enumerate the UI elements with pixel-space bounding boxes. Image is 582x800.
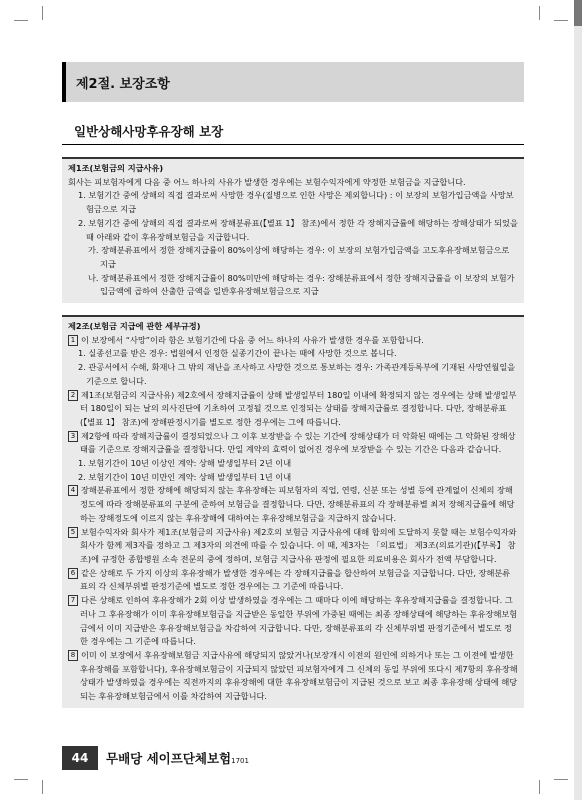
crop-mark bbox=[14, 765, 28, 780]
section-header bbox=[62, 62, 524, 102]
clause-number: 6 bbox=[68, 568, 78, 579]
clause-number: 8 bbox=[68, 650, 78, 661]
crop-mark bbox=[554, 20, 568, 35]
page-edge-bar bbox=[574, 0, 582, 800]
crop-mark bbox=[28, 780, 43, 794]
clause-subitem bbox=[76, 361, 518, 388]
clause-text: 제2항에 따라 장해지급률이 결정되었으나 그 이후 보장받을 수 있는 기간에 장해상태가 더 악화된 때에는 그 악화된 장해상태를 기준으로 장해지급률을 결정합니다. 만일 계약의 효력이 없어진 경우에 보장받을 수 있는 기간은 다음과 같습니다. bbox=[80, 430, 516, 455]
page-number: 44 bbox=[62, 746, 98, 770]
crop-mark bbox=[539, 6, 554, 20]
clause-text: 제1조(보험금의 지급사유) 제2호에서 장해지급률이 상해 발생일부터 180일 이내에 확정되지 않는 경우에는 상해 발생일부터 180일이 되는 날의 의사진단에 기초하여 고정될 것으로 인정되는 상태를 장해지급률로 결정합니다. 다만, 장해분류표(【별표 1】 참조)에 장해판정시기를 별도로 정한 경우에는 그에 따릅니다. bbox=[80, 389, 517, 427]
page-edge-mark bbox=[574, 0, 582, 26]
article1-item: 1. 보험기간 중에 상해의 직접 결과로써 사망한 경우(질병으로 인한 사망은 제외합니다) : 이 보장의 보험가입금액을 사망보험금으로 지급 bbox=[78, 190, 514, 215]
clause-text: 1. 실종선고를 받은 경우: 법원에서 인정한 실종기간이 끝나는 때에 사망한 것으로 봅니다. bbox=[78, 348, 397, 359]
article2-title: 제2조(보험금 지급에 관한 세부규정) bbox=[68, 321, 201, 332]
clause-subitem bbox=[76, 457, 518, 471]
crop-mark bbox=[28, 6, 43, 20]
title-underline bbox=[62, 144, 524, 145]
clause-text: 2. 관공서에서 수해, 화재나 그 밖의 재난을 조사하고 사망한 것으로 통보하는 경우: 가족관계등록부에 기재된 사망연월일을 기준으로 합니다. bbox=[78, 362, 516, 386]
clause-number: 5 bbox=[68, 527, 78, 538]
crop-mark bbox=[554, 765, 568, 780]
clause bbox=[68, 649, 518, 704]
article1-intro: 회사는 피보험자에게 다음 중 어느 하나의 사유가 발생한 경우에는 보험수익자에게 약정한 보험금을 지급합니다. bbox=[68, 176, 466, 187]
clause-number: 1 bbox=[68, 335, 78, 346]
crop-mark bbox=[14, 20, 28, 35]
article1-item: 2. 보험기간 중에 상해의 직접 결과로써 장해분류표(【별표 1】 참조)에서 정한 각 장해지급률에 해당하는 장해상태가 되었을 때 아래와 같이 후유장해보험금을 지급합니다. bbox=[78, 217, 518, 242]
article1-subitem: 가. 장해분류표에서 정한 장해지급률이 80%이상에 해당하는 경우: 이 보장의 보험가입금액을 고도후유장해보험금으로 지급 bbox=[88, 245, 510, 269]
clause bbox=[68, 526, 518, 567]
clause-text: 보험수익자와 회사가 제1조(보험금의 지급사유) 제2호의 보험금 지급사유에 대해 합의에 도달하지 못할 때는 보험수익자와 회사가 함께 제3자를 정하고 그 제3자의 의견에 따를 수 있습니다. 이 때, 제3자는 「의료법」 제3조(의료기관)(【부록】 참조)에 규정한 종합병원 소속 전문의 중에 정하며, 보험금 지급사유 판정에 필요한 의료비용은 회사가 전액 부담합니다. bbox=[80, 526, 517, 564]
clause-text: 1. 보험기간이 10년 이상인 계약: 상해 발생일부터 2년 이내 bbox=[78, 458, 292, 469]
page-footer bbox=[62, 746, 249, 770]
clause-number: 3 bbox=[68, 431, 78, 442]
article1-title: 제1조(보험금의 지급사유) bbox=[68, 163, 164, 173]
article2-clauses bbox=[68, 334, 518, 704]
clause-text: 다른 상해로 인하여 후유장해가 2회 이상 발생하였을 경우에는 그 때마다 이에 해당하는 후유장해지급률을 결정합니다. 그러나 그 후유장해가 이미 후유장해보험금을 지급받은 동일한 부위에 가중된 때에는 최종 장해상태에 해당하는 후유장해보험금에서 이미 지급받은 후유장해보험금을 차감하여 지급합니다. 다만, 장해분류표의 각 신체부위별 판정기준에서 별도로 정한 경우에는 그 기준에 따릅니다. bbox=[80, 595, 518, 647]
clause bbox=[68, 389, 518, 430]
clause-number: 4 bbox=[68, 485, 78, 496]
footer-title bbox=[106, 749, 249, 767]
footer-product-name: 무배당 세이프단체보험 bbox=[106, 751, 232, 766]
clause-text: 같은 상해로 두 가지 이상의 후유장해가 발생한 경우에는 각 장해지급률을 합산하여 보험금을 지급합니다. 다만, 장해분류표의 각 신체부위별 판정기준에 별도로 정한 경우에는 그 기준에 따릅니다. bbox=[80, 567, 511, 592]
clause bbox=[68, 334, 518, 348]
article2-block bbox=[62, 317, 524, 708]
clause-text: 장해분류표에서 정한 장해에 해당되지 않는 후유장해는 피보험자의 직업, 연령, 신분 또는 성별 등에 관계없이 신체의 장해정도에 따라 장해분류표의 구분에 준하여 보험금을 결정합니다. 다만, 장해분류표의 각 장해분류별 최저 장해지급률에 해당하는 장해정도에 이르지 않는 후유장해에 대하여는 후유장해보험금을 지급하지 않습니다. bbox=[80, 485, 515, 523]
clause-subitem bbox=[76, 471, 518, 485]
clause-number: 2 bbox=[68, 390, 78, 401]
clause-text: 이 보장에서 “사망”이라 함은 보험기간에 다음 중 어느 하나의 사유가 발생한 경우를 포함합니다. bbox=[81, 334, 424, 345]
footer-code: 1701 bbox=[231, 757, 249, 765]
page-content bbox=[62, 62, 524, 708]
article1-block bbox=[62, 159, 524, 303]
clause-subitem bbox=[76, 347, 518, 361]
clause bbox=[68, 567, 518, 594]
policy-title: 일반상해사망후유장해 보장 bbox=[74, 124, 224, 139]
article1-subitem: 나. 장해분류표에서 정한 장해지급률이 80%미만에 해당하는 경우: 장해분류표에서 정한 장해지급률을 이 보장의 보험가입금액에 곱하여 산출한 금액을 일반후유장해보험금으로 지급 bbox=[88, 272, 515, 297]
crop-mark bbox=[539, 780, 554, 794]
clause bbox=[68, 484, 518, 525]
clause-text: 이미 이 보장에서 후유장해보험금 지급사유에 해당되지 않았거나(보장개시 이전의 원인에 의하거나 또는 그 이전에 발생한 후유장해를 포함합니다), 후유장해보험금이 지급되지 않았던 피보험자에게 그 신체의 동일 부위에 또다시 제7항의 후유장해상태가 발생하였을 경우에는 직전까지의 후유장해에 대한 후유장해보험금이 지급된 것으로 보고 최종 후유장해 상태에 해당되는 후유장해보험금에서 이를 차감하여 지급합니다. bbox=[80, 649, 518, 702]
clause bbox=[68, 430, 518, 457]
section-title: 제2절. 보장조항 bbox=[76, 76, 170, 92]
clause-number: 7 bbox=[68, 595, 78, 606]
clause bbox=[68, 594, 518, 649]
clause-text: 2. 보험기간이 10년 미만인 계약: 상해 발생일부터 1년 이내 bbox=[78, 471, 292, 482]
